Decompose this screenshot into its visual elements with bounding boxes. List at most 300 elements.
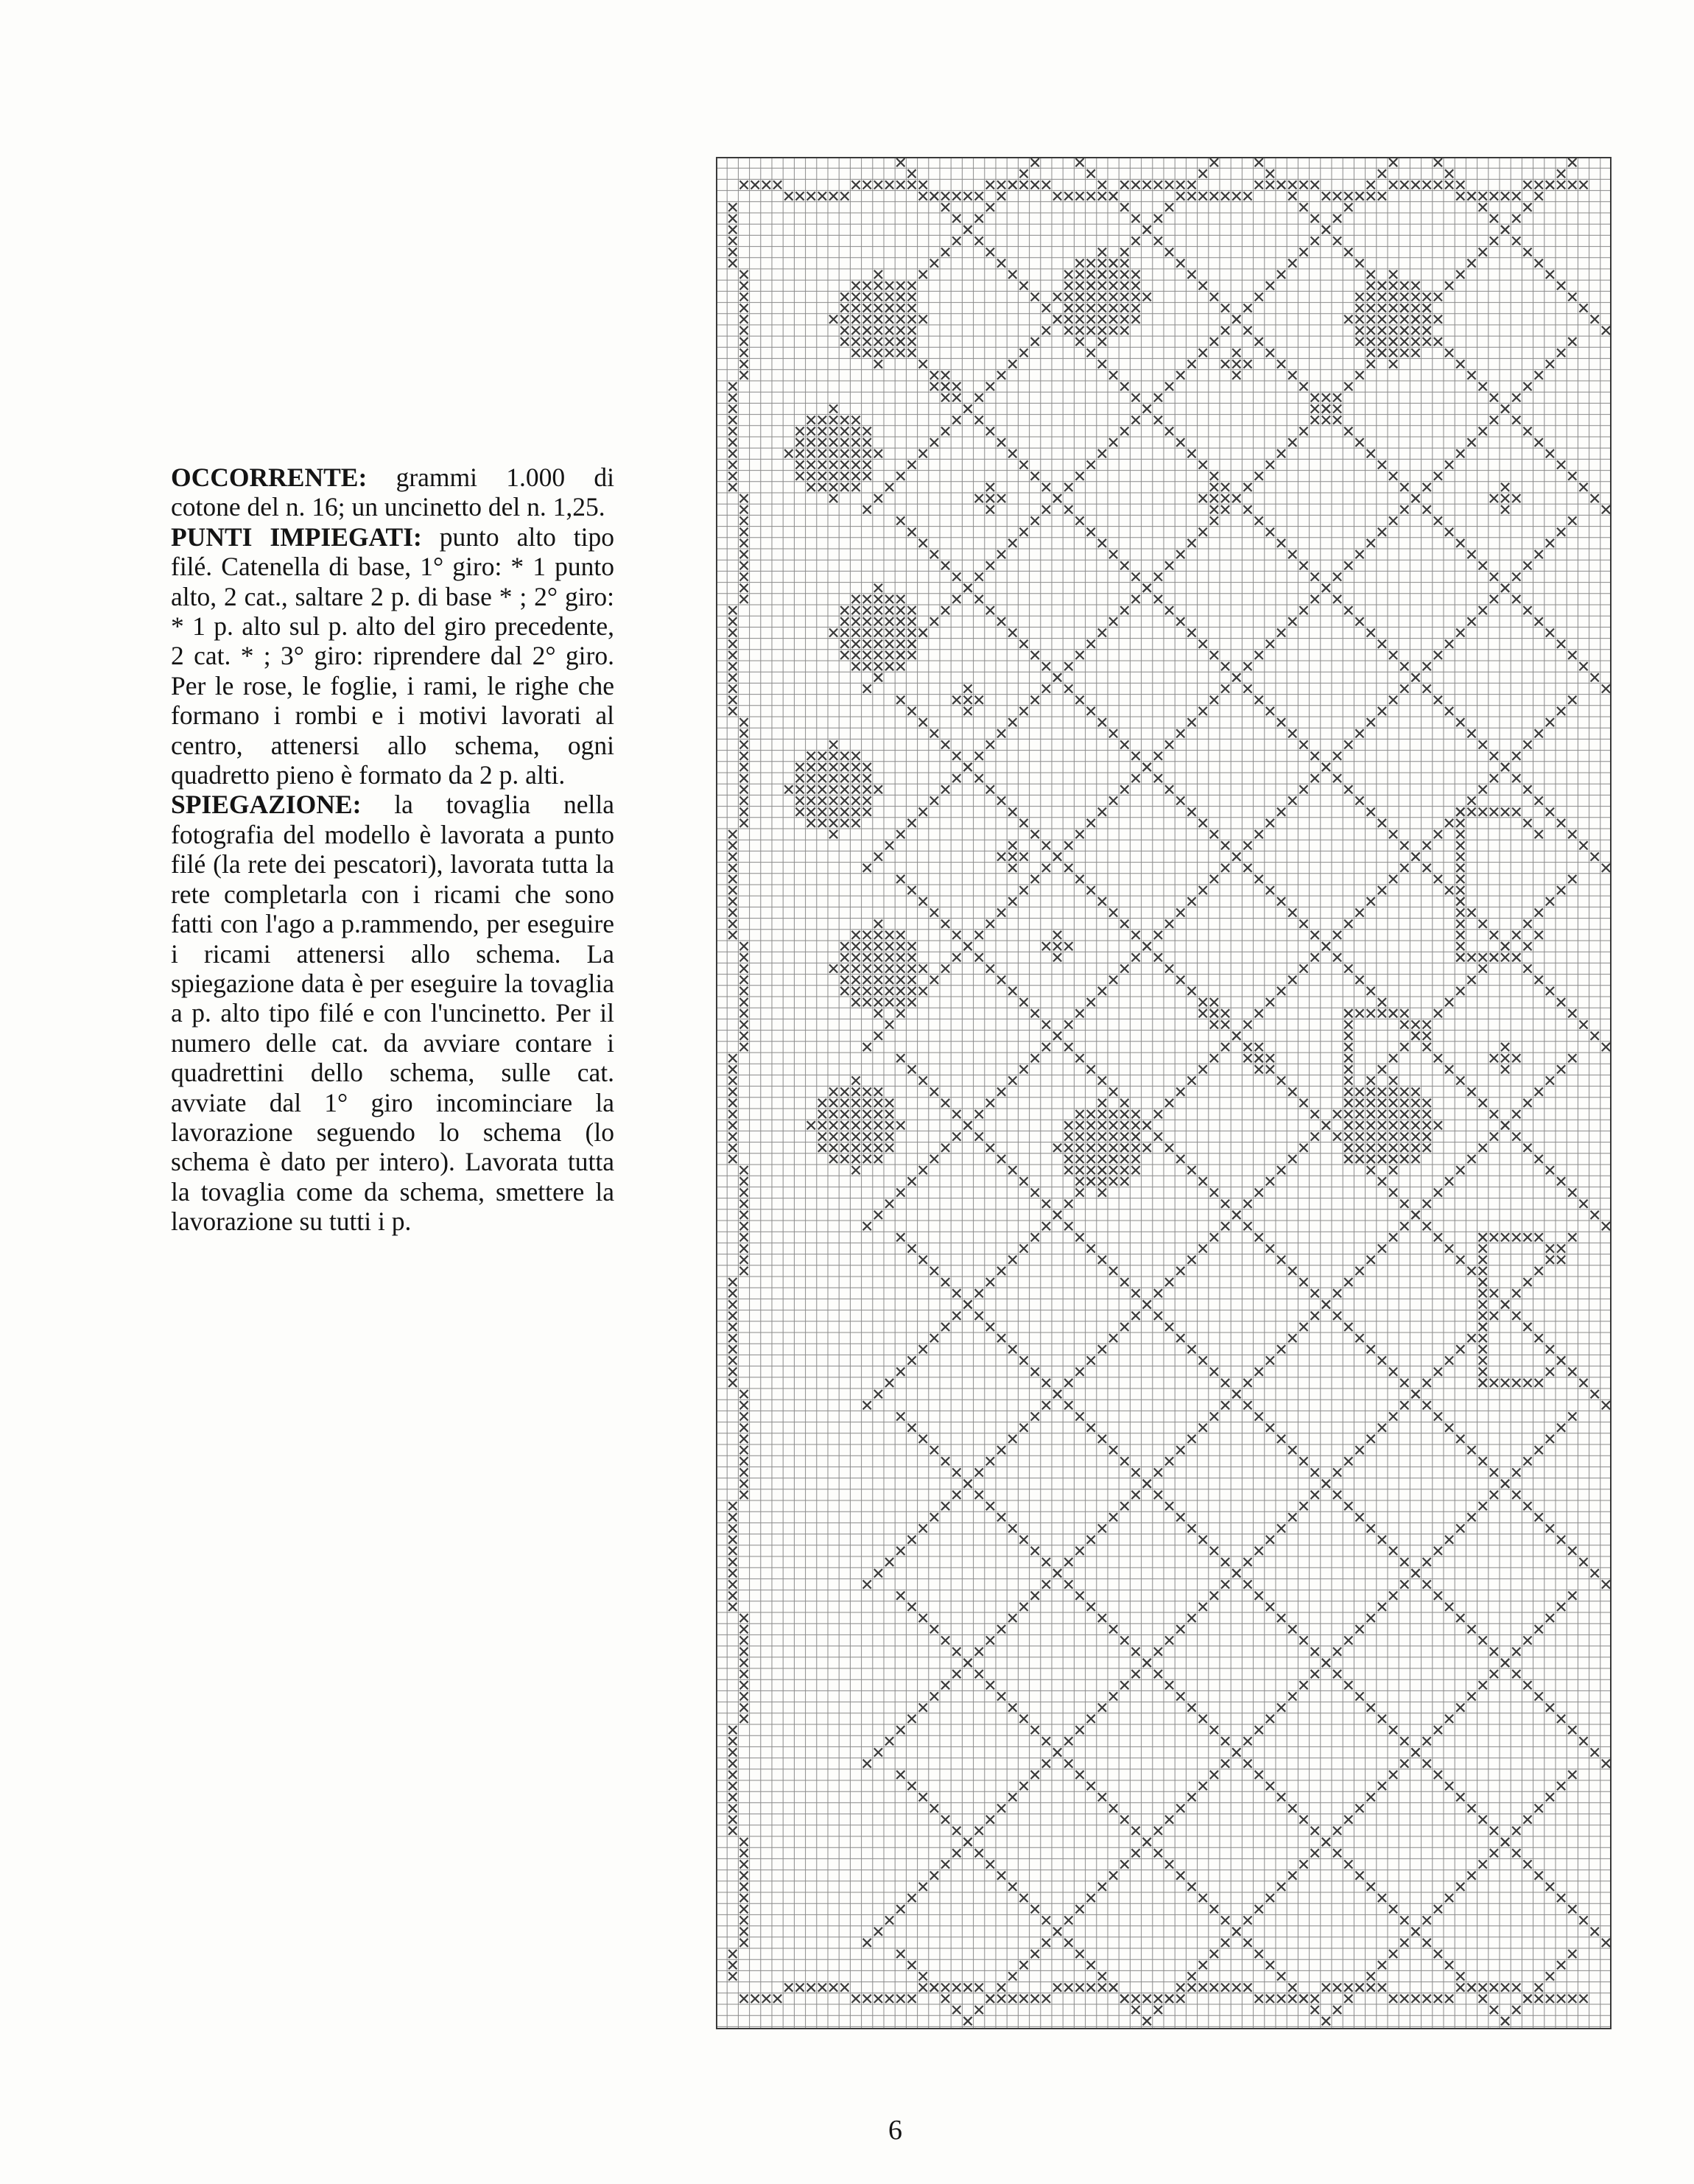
chart-lattice-stitch [1232,852,1240,860]
chart-lattice-stitch [1109,550,1117,558]
chart-lattice-stitch [907,460,915,468]
chart-scroll-motif [1479,1334,1487,1342]
chart-border-stitch [739,1883,748,1891]
chart-lattice-stitch [1467,1625,1475,1633]
chart-rose-motif [896,651,904,659]
chart-lattice-stitch [1008,718,1016,726]
chart-rose-motif [818,1110,826,1118]
chart-lattice-stitch [1579,841,1587,849]
chart-lattice-stitch [896,1009,904,1017]
chart-lattice-stitch [1355,1088,1363,1096]
chart-lattice-stitch [1165,1816,1173,1824]
chart-lattice-stitch [1042,1760,1050,1768]
chart-lattice-stitch [1512,416,1520,424]
chart-rose-motif [851,315,860,323]
chart-rose-motif [1411,1121,1419,1129]
chart-rose-motif [1367,1132,1375,1140]
chart-rose-motif [829,774,837,782]
chart-lattice-stitch [1299,740,1307,748]
chart-lattice-stitch [896,1412,904,1420]
chart-lattice-stitch [1131,595,1139,603]
chart-lattice-stitch [952,1110,960,1118]
chart-lattice-stitch [1411,1928,1419,1936]
chart-lattice-stitch [1434,472,1442,480]
chart-lattice-stitch [1210,1412,1218,1420]
chart-lattice-stitch [1579,1379,1587,1387]
chart-lattice-stitch [1053,1748,1061,1756]
chart-lattice-stitch [1445,348,1453,357]
chart-lattice-stitch [1109,438,1117,446]
chart-lattice-stitch [1131,931,1139,939]
chart-border-stitch [728,214,737,222]
chart-border-stitch [1557,180,1565,189]
chart-lattice-stitch [1557,707,1565,715]
chart-lattice-stitch [1546,1256,1554,1264]
chart-lattice-stitch [919,1076,927,1084]
chart-lattice-stitch [1288,1088,1296,1096]
chart-rose-motif [896,337,904,345]
chart-lattice-stitch [1579,1200,1587,1208]
chart-lattice-stitch [941,964,949,972]
chart-lattice-stitch [1255,1368,1263,1376]
chart-lattice-stitch [1143,1480,1151,1488]
chart-leaf-motif [952,696,960,704]
chart-lattice-stitch [1288,1155,1296,1163]
chart-lattice-stitch [1568,1726,1576,1734]
chart-border-stitch [1154,180,1162,189]
chart-lattice-stitch [1221,1222,1229,1230]
punti-paragraph [171,522,614,790]
chart-lattice-stitch [1143,404,1151,412]
chart-lattice-stitch [1322,1659,1330,1667]
chart-lattice-stitch [1221,1558,1229,1566]
chart-scroll-motif [1479,808,1487,816]
chart-scroll-motif [1456,942,1464,950]
chart-lattice-stitch [997,1513,1005,1521]
chart-rose-motif [840,953,848,961]
chart-lattice-stitch [1277,360,1285,368]
chart-lattice-stitch [1266,998,1274,1006]
chart-rose-motif [1400,292,1408,301]
chart-lattice-stitch [1031,516,1039,524]
chart-lattice-stitch [1232,1569,1240,1577]
chart-rose-motif [840,483,848,491]
chart-lattice-stitch [1501,1300,1509,1308]
chart-lattice-stitch [1075,1771,1083,1779]
chart-rose-motif [1109,1166,1117,1174]
chart-border-stitch [728,1737,737,1745]
chart-border-stitch [896,1995,904,2003]
chart-lattice-stitch [1389,472,1397,480]
chart-lattice-stitch [1143,225,1151,234]
chart-rose-motif [851,472,860,480]
chart-lattice-stitch [1434,1009,1442,1017]
chart-scroll-motif [1501,953,1509,961]
chart-lattice-stitch [1008,987,1016,995]
chart-lattice-stitch [1064,1939,1072,1947]
chart-lattice-stitch [1154,931,1162,939]
chart-leaf-motif [1042,942,1050,950]
chart-lattice-stitch [919,897,927,905]
chart-rose-motif [851,1121,860,1129]
chart-border-stitch [739,528,748,536]
chart-rose-motif [863,763,871,771]
chart-scroll-motif [1512,953,1520,961]
chart-lattice-stitch [1031,1412,1039,1420]
chart-lattice-stitch [1602,1222,1610,1230]
chart-lattice-stitch [1031,1233,1039,1241]
chart-lattice-stitch [1154,1468,1162,1476]
chart-lattice-stitch [1187,1166,1195,1174]
chart-rose-motif [1109,304,1117,312]
chart-rose-motif [885,998,893,1006]
chart-lattice-stitch [1120,1278,1128,1286]
chart-lattice-stitch [1255,1547,1263,1555]
chart-lattice-stitch [1143,1300,1151,1308]
chart-rose-motif [1389,292,1397,301]
chart-lattice-stitch [1333,236,1341,245]
chart-lattice-stitch [1087,1894,1095,1902]
chart-lattice-stitch [907,1244,915,1252]
chart-border-stitch [818,1984,826,1992]
chart-lattice-stitch [1087,819,1095,827]
chart-rose-motif [885,662,893,670]
chart-lattice-stitch [919,987,927,995]
chart-rose-motif [885,1132,893,1140]
chart-rose-motif [1098,1121,1106,1129]
chart-lattice-stitch [1423,662,1431,670]
chart-lattice-stitch [1355,908,1363,916]
chart-rose-motif [863,796,871,804]
chart-rose-motif [1423,1099,1431,1107]
chart-rose-motif [840,1144,848,1152]
chart-rose-motif [795,438,804,446]
chart-lattice-stitch [1109,1446,1117,1454]
chart-lattice-stitch [1467,1692,1475,1700]
chart-lattice-stitch [1344,1681,1352,1689]
chart-lattice-stitch [1423,483,1431,491]
chart-rose-motif [1389,1166,1397,1174]
chart-lattice-stitch [952,595,960,603]
chart-lattice-stitch [896,158,904,166]
chart-rose-motif [907,292,915,301]
chart-lattice-stitch [1120,920,1128,928]
chart-lattice-stitch [1199,1894,1207,1902]
chart-lattice-stitch [1311,1849,1319,1857]
chart-lattice-stitch [1075,337,1083,345]
chart-rose-motif [851,651,860,659]
chart-leaf-motif [1232,348,1240,357]
chart-rose-motif [1098,259,1106,267]
chart-rose-motif [1143,292,1151,301]
chart-leaf-motif [1243,360,1251,368]
chart-lattice-stitch [1288,1446,1296,1454]
chart-lattice-stitch [1019,528,1027,536]
chart-lattice-stitch [952,393,960,401]
chart-rose-motif [840,326,848,334]
chart-lattice-stitch [963,942,971,950]
chart-lattice-stitch [1087,1603,1095,1611]
chart-rose-motif [885,976,893,984]
chart-lattice-stitch [1008,1704,1016,1712]
chart-lattice-stitch [1546,270,1554,278]
chart-lattice-stitch [963,763,971,771]
chart-lattice-stitch [885,841,893,849]
chart-rose-motif [1378,1121,1386,1129]
chart-lattice-stitch [1568,292,1576,301]
chart-lattice-stitch [1120,248,1128,256]
chart-lattice-stitch [1299,1995,1307,2003]
chart-border-stitch [739,1222,748,1230]
chart-border-stitch [1199,1984,1207,1992]
chart-border-stitch [1053,192,1061,200]
chart-lattice-stitch [1008,449,1016,457]
chart-lattice-stitch [1199,1782,1207,1790]
chart-rose-motif [795,774,804,782]
chart-lattice-stitch [1490,393,1498,401]
chart-lattice-stitch [1042,304,1050,312]
chart-lattice-stitch [1400,505,1408,513]
chart-lattice-stitch [1423,1580,1431,1588]
chart-lattice-stitch [1434,158,1442,166]
chart-rose-motif [1120,1121,1128,1129]
chart-lattice-stitch [1434,1233,1442,1241]
chart-border-stitch [739,1905,748,1913]
chart-lattice-stitch [1591,1211,1599,1219]
chart-rose-motif [885,651,893,659]
chart-border-stitch [1288,1995,1296,2003]
chart-rose-motif [885,640,893,648]
chart-lattice-stitch [1075,875,1083,883]
chart-border-stitch [739,1625,748,1633]
chart-lattice-stitch [1445,1065,1453,1073]
chart-lattice-stitch [1031,1368,1039,1376]
chart-lattice-stitch [1210,1950,1218,1958]
chart-lattice-stitch [1445,528,1453,536]
chart-lattice-stitch [1042,505,1050,513]
chart-lattice-stitch [1367,1524,1375,1532]
chart-lattice-stitch [1042,1558,1050,1566]
chart-lattice-stitch [1288,371,1296,379]
chart-lattice-stitch [952,416,960,424]
chart-rose-motif [1143,1144,1151,1152]
chart-lattice-stitch [1568,1054,1576,1062]
chart-lattice-stitch [1602,1401,1610,1409]
chart-lattice-stitch [1053,1928,1061,1936]
chart-rose-motif [1087,1177,1095,1185]
chart-lattice-stitch [1523,1860,1531,1868]
chart-lattice-stitch [1087,1356,1095,1364]
chart-lattice-stitch [1087,998,1095,1006]
chart-lattice-stitch [1378,1715,1386,1723]
chart-lattice-stitch [1075,651,1083,659]
chart-lattice-stitch [1255,472,1263,480]
chart-rose-motif [851,796,860,804]
chart-rose-motif [1075,281,1083,289]
chart-lattice-stitch [1434,292,1442,301]
chart-lattice-stitch [1187,718,1195,726]
chart-rose-motif [1075,270,1083,278]
chart-lattice-stitch [1299,785,1307,793]
chart-lattice-stitch [1008,1435,1016,1443]
chart-lattice-stitch [1064,1737,1072,1745]
chart-lattice-stitch [1165,1099,1173,1107]
chart-lattice-stitch [919,1972,927,1980]
chart-lattice-stitch [1490,572,1498,580]
chart-rose-motif [1423,315,1431,323]
chart-lattice-stitch [975,1289,983,1297]
chart-rose-motif [1131,304,1139,312]
chart-lattice-stitch [1479,203,1487,211]
chart-scroll-motif [1490,1233,1498,1241]
chart-rose-motif [840,964,848,972]
chart-scroll-motif [1479,1323,1487,1331]
chart-border-stitch [1546,1995,1554,2003]
chart-leaf-motif [1255,1065,1263,1073]
chart-lattice-stitch [1120,1860,1128,1868]
chart-lattice-stitch [1031,1188,1039,1196]
chart-rose-motif [840,942,848,950]
chart-lattice-stitch [1479,1636,1487,1644]
chart-lattice-stitch [1311,393,1319,401]
chart-lattice-stitch [1243,1737,1251,1745]
chart-rose-motif [1109,326,1117,334]
chart-lattice-stitch [1187,1793,1195,1801]
chart-rose-motif [907,315,915,323]
chart-rose-motif [874,1155,882,1163]
chart-lattice-stitch [1243,1939,1251,1947]
chart-lattice-stitch [896,696,904,704]
chart-leaf-motif [986,483,994,491]
chart-lattice-stitch [1019,998,1027,1006]
chart-rose-motif [851,304,860,312]
chart-lattice-stitch [1199,460,1207,468]
chart-border-stitch [739,371,748,379]
chart-lattice-stitch [1019,281,1027,289]
chart-rose-motif [851,595,860,603]
chart-lattice-stitch [1098,628,1106,636]
chart-leaf-motif [1053,931,1061,939]
chart-border-stitch [739,1670,748,1678]
chart-lattice-stitch [1456,1614,1464,1622]
chart-border-stitch [728,707,737,715]
chart-lattice-stitch [1165,740,1173,748]
chart-rose-motif [1389,360,1397,368]
chart-rose-motif [829,1099,837,1107]
chart-leaf-motif [975,494,983,502]
chart-rose-motif [840,1121,848,1129]
chart-lattice-stitch [1008,1614,1016,1622]
chart-border-stitch [739,550,748,558]
chart-lattice-stitch [1053,1390,1061,1398]
chart-rose-motif [1389,1076,1397,1084]
chart-lattice-stitch [1557,640,1565,648]
chart-lattice-stitch [986,1502,994,1510]
chart-lattice-stitch [1288,908,1296,916]
chart-lattice-stitch [986,1816,994,1824]
chart-border-stitch [1445,1995,1453,2003]
chart-lattice-stitch [1187,1524,1195,1532]
chart-border-stitch [1154,1995,1162,2003]
chart-rose-motif [874,1144,882,1152]
chart-lattice-stitch [975,1670,983,1678]
chart-lattice-stitch [1131,214,1139,222]
chart-lattice-stitch [919,1524,927,1532]
chart-grid-lines [716,157,1612,2029]
chart-rose-motif [1355,1132,1363,1140]
chart-lattice-stitch [1109,617,1117,625]
chart-lattice-stitch [1546,987,1554,995]
chart-rose-motif [874,315,882,323]
chart-lattice-stitch [1187,1972,1195,1980]
chart-lattice-stitch [1165,1860,1173,1868]
chart-rose-motif [1064,1155,1072,1163]
chart-lattice-stitch [896,1547,904,1555]
chart-rose-motif [1087,1132,1095,1140]
chart-border-stitch [1479,1984,1487,1992]
chart-rose-motif [896,640,904,648]
chart-rose-motif [885,606,893,614]
chart-lattice-stitch [1546,1793,1554,1801]
chart-border-stitch [739,1267,748,1275]
chart-rose-motif [1098,304,1106,312]
chart-lattice-stitch [1602,684,1610,692]
chart-rose-motif [1367,1110,1375,1118]
chart-lattice-stitch [1008,1524,1016,1532]
chart-rose-motif [885,326,893,334]
chart-border-stitch [728,393,737,401]
chart-rose-motif [1389,315,1397,323]
chart-scroll-motif [1367,1009,1375,1017]
chart-lattice-stitch [1299,1860,1307,1868]
chart-lattice-stitch [941,1502,949,1510]
chart-lattice-stitch [1467,1984,1475,1992]
chart-lattice-stitch [1523,1323,1531,1331]
chart-lattice-stitch [941,1636,949,1644]
chart-border-stitch [784,192,792,200]
chart-rose-motif [863,628,871,636]
chart-lattice-stitch [1199,1961,1207,1969]
chart-rose-motif [1131,281,1139,289]
chart-scroll-motif [1479,1244,1487,1252]
chart-lattice-stitch [1523,606,1531,614]
chart-lattice-stitch [1019,1065,1027,1073]
chart-lattice-stitch [1008,1972,1016,1980]
chart-lattice-stitch [1546,1166,1554,1174]
chart-lattice-stitch [1400,841,1408,849]
chart-rose-motif [1098,1099,1106,1107]
chart-leaf-motif [1008,841,1016,849]
chart-lattice-stitch [1535,1267,1543,1275]
chart-lattice-stitch [1255,158,1263,166]
chart-lattice-stitch [1266,1782,1274,1790]
chart-border-stitch [1535,180,1543,189]
chart-border-stitch [919,192,927,200]
chart-lattice-stitch [1535,1155,1543,1163]
chart-lattice-stitch [1322,2017,1330,2025]
chart-lattice-stitch [1232,1748,1240,1756]
chart-rose-motif [907,606,915,614]
chart-lattice-stitch [1064,1580,1072,1588]
chart-rose-motif [818,774,826,782]
chart-rose-motif [1411,1155,1419,1163]
chart-lattice-stitch [1165,964,1173,972]
chart-rose-motif [1411,1099,1419,1107]
chart-lattice-stitch [1344,248,1352,256]
chart-rose-motif [840,304,848,312]
chart-border-stitch [728,427,737,435]
chart-lattice-stitch [952,236,960,245]
